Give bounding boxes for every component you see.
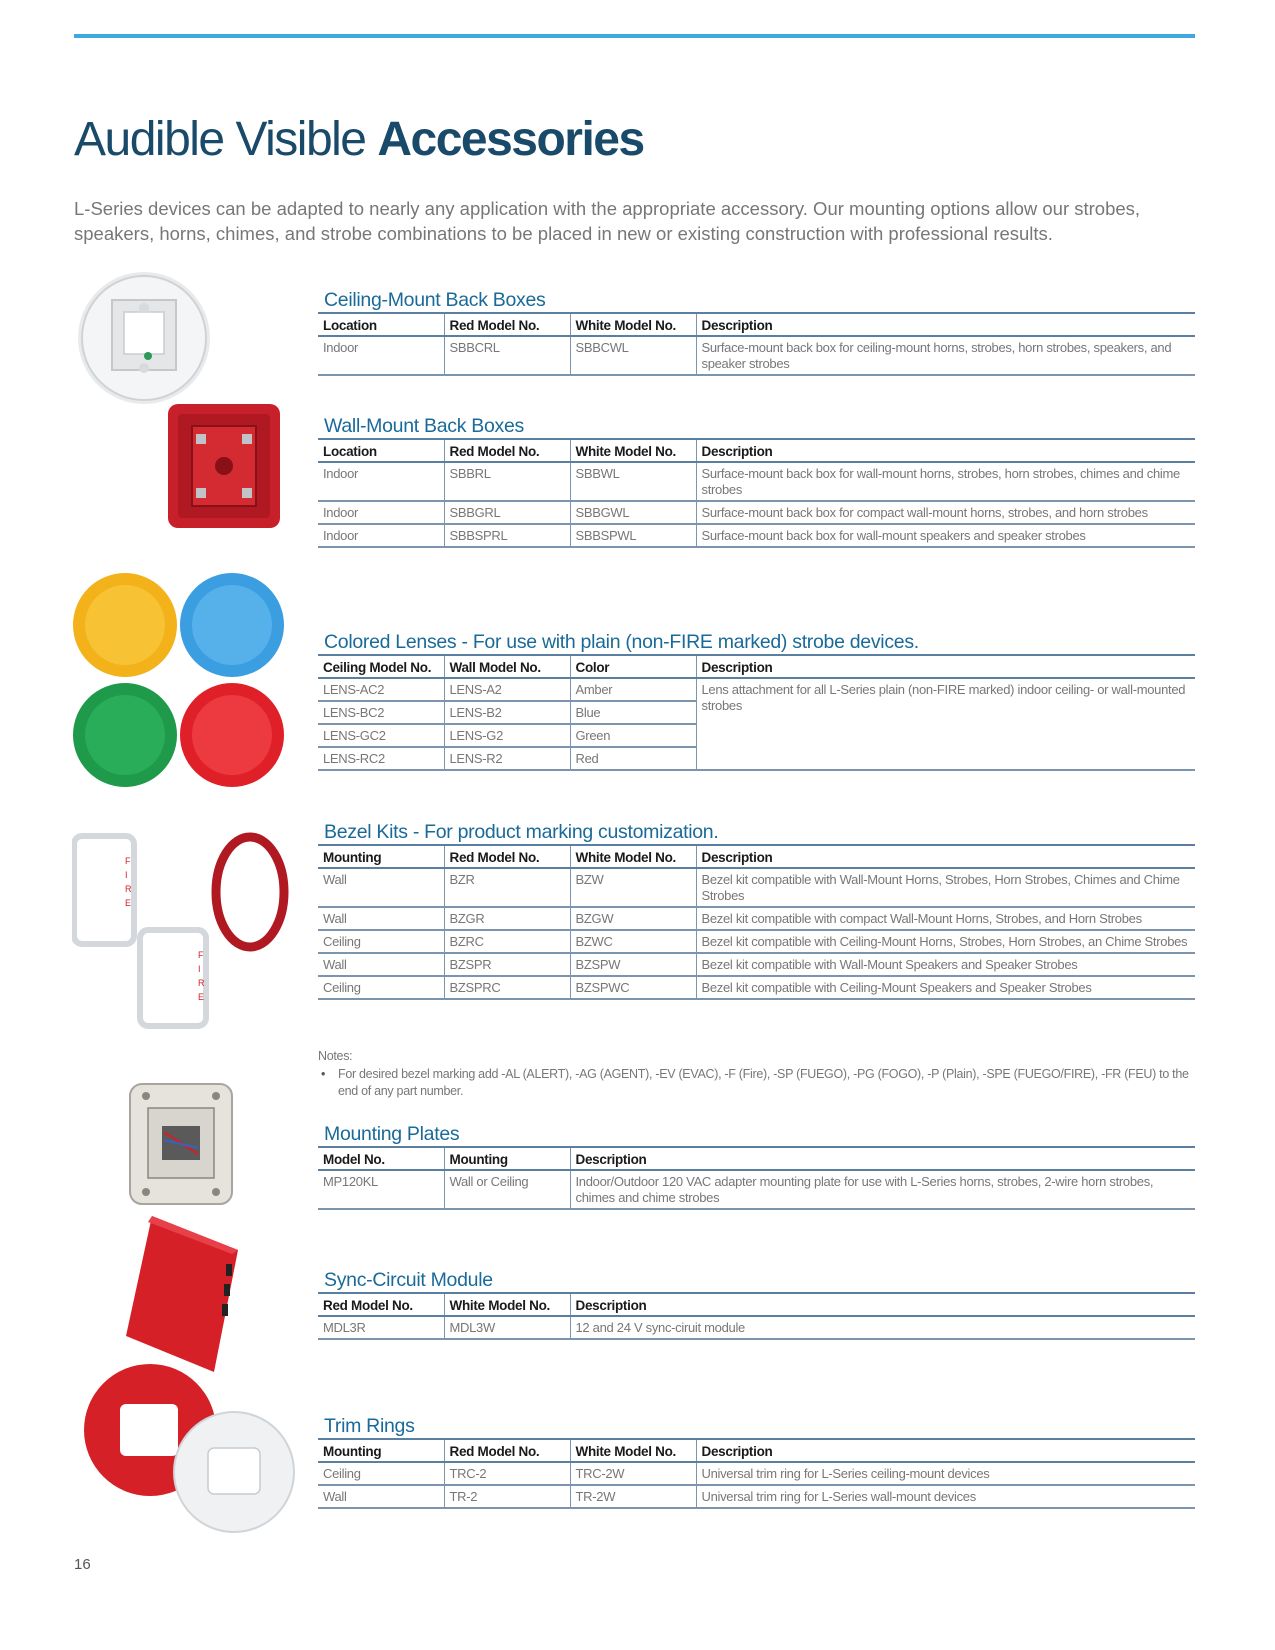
wall-back-box-image bbox=[166, 400, 284, 532]
table-header-row bbox=[318, 1147, 1195, 1170]
table-row bbox=[318, 336, 1195, 375]
bezel-kits-table bbox=[318, 844, 1195, 1000]
section-sync-module bbox=[318, 1268, 1195, 1340]
table-header-row bbox=[318, 1439, 1195, 1462]
svg-text:E: E bbox=[125, 898, 132, 908]
red-model-cell: BZSPR bbox=[444, 953, 570, 976]
colored-lenses-table bbox=[318, 654, 1195, 771]
column-header: Color bbox=[570, 655, 696, 678]
svg-text:R: R bbox=[125, 884, 132, 894]
section-mounting-plates bbox=[318, 1122, 1195, 1210]
column-header: Red Model No. bbox=[444, 313, 570, 336]
color-cell: Amber bbox=[570, 678, 696, 701]
column-header: White Model No. bbox=[570, 439, 696, 462]
ceiling-back-boxes-table bbox=[318, 312, 1195, 376]
page-title bbox=[74, 112, 644, 167]
wall-back-boxes-table bbox=[318, 438, 1195, 548]
table-row bbox=[318, 678, 1195, 701]
mounting-cell: Wall or Ceiling bbox=[444, 1170, 570, 1209]
description-cell: Bezel kit compatible with compact Wall-Mount Horns, Strobes, and Horn Strobes bbox=[696, 907, 1195, 930]
sync-module-image bbox=[122, 1214, 242, 1374]
column-header: Wall Model No. bbox=[444, 655, 570, 678]
svg-text:F: F bbox=[198, 950, 204, 960]
table-row bbox=[318, 907, 1195, 930]
trim-rings-table bbox=[318, 1438, 1195, 1509]
column-header: White Model No. bbox=[570, 845, 696, 868]
section-colored-lenses bbox=[318, 630, 1195, 771]
table-row bbox=[318, 930, 1195, 953]
table-row bbox=[318, 1485, 1195, 1508]
table-row bbox=[318, 462, 1195, 501]
white-model-cell: SBBCWL bbox=[570, 336, 696, 375]
intro-paragraph: L-Series devices can be adapted to nearly any application with the appropriate accessory. Our mounting options allow our strobes, speakers, horns, chimes, and strobe combinations to be placed in new or existing construction with professional results. bbox=[74, 198, 1141, 244]
white-model-cell: MDL3W bbox=[444, 1316, 570, 1339]
description-cell: Bezel kit compatible with Wall-Mount Speakers and Speaker Strobes bbox=[696, 953, 1195, 976]
ceiling-back-box-image bbox=[74, 268, 214, 408]
description-cell: Universal trim ring for L-Series ceiling-mount devices bbox=[696, 1462, 1195, 1485]
description-cell: Lens attachment for all L-Series plain (non-FIRE marked) indoor ceiling- or wall-mounted strobes bbox=[696, 678, 1195, 770]
description-cell: Surface-mount back box for ceiling-mount horns, strobes, horn strobes, speakers, and speaker strobes bbox=[696, 336, 1195, 375]
white-model-cell: SBBSPWL bbox=[570, 524, 696, 547]
mounting-cell: Wall bbox=[318, 907, 444, 930]
red-model-cell: BZGR bbox=[444, 907, 570, 930]
ceiling-model-cell: LENS-AC2 bbox=[318, 678, 444, 701]
red-model-cell: SBBRL bbox=[444, 462, 570, 501]
note-item: • For desired bezel marking add -AL (ALERT), -AG (AGENT), -EV (EVAC), -F (Fire), -SP (FUEGO), -PG (FOGO), -P (Plain), -SPE (FUEGO/FIRE), -FR (FEU) to the end of any part number. bbox=[318, 1066, 1195, 1100]
section-title: Sync-Circuit Module bbox=[324, 1269, 493, 1291]
mounting-cell: Ceiling bbox=[318, 930, 444, 953]
table-row bbox=[318, 1462, 1195, 1485]
model-cell: MP120KL bbox=[318, 1170, 444, 1209]
red-model-cell: BZRC bbox=[444, 930, 570, 953]
mounting-cell: Ceiling bbox=[318, 1462, 444, 1485]
white-model-cell: BZGW bbox=[570, 907, 696, 930]
bezel-fire-label-1: F bbox=[125, 856, 131, 866]
table-row bbox=[318, 501, 1195, 524]
column-header: Red Model No. bbox=[318, 1293, 444, 1316]
column-header: Ceiling Model No. bbox=[318, 655, 444, 678]
column-header: Mounting bbox=[444, 1147, 570, 1170]
column-header: Description bbox=[696, 845, 1195, 868]
table-header-row bbox=[318, 313, 1195, 336]
description-cell: Indoor/Outdoor 120 VAC adapter mounting plate for use with L-Series horns, strobes, 2-wire horn strobes, chimes and chime strobes bbox=[570, 1170, 1195, 1209]
section-title: Colored Lenses - For use with plain (non-FIRE marked) strobe devices. bbox=[324, 631, 919, 653]
column-header: Description bbox=[570, 1147, 1195, 1170]
location-cell: Indoor bbox=[318, 501, 444, 524]
column-header: Model No. bbox=[318, 1147, 444, 1170]
svg-text:R: R bbox=[198, 978, 205, 988]
column-header: Red Model No. bbox=[444, 845, 570, 868]
description-cell: Bezel kit compatible with Ceiling-Mount Horns, Strobes, Horn Strobes, an Chime Strobes bbox=[696, 930, 1195, 953]
colored-lenses-image bbox=[72, 572, 290, 792]
wall-model-cell: LENS-B2 bbox=[444, 701, 570, 724]
white-model-cell: BZSPWC bbox=[570, 976, 696, 999]
table-row bbox=[318, 524, 1195, 547]
white-model-cell: BZW bbox=[570, 868, 696, 907]
wall-model-cell: LENS-A2 bbox=[444, 678, 570, 701]
section-bezel-kits bbox=[318, 820, 1195, 1000]
white-model-cell: SBBGWL bbox=[570, 501, 696, 524]
column-header: Red Model No. bbox=[444, 439, 570, 462]
column-header: Description bbox=[696, 313, 1195, 336]
location-cell: Indoor bbox=[318, 462, 444, 501]
notes-block bbox=[318, 1048, 1195, 1100]
section-title: Bezel Kits - For product marking customization. bbox=[324, 821, 719, 843]
column-header: Description bbox=[696, 655, 1195, 678]
mounting-cell: Wall bbox=[318, 868, 444, 907]
description-cell: Surface-mount back box for compact wall-mount horns, strobes, and horn strobes bbox=[696, 501, 1195, 524]
column-header: Description bbox=[570, 1293, 1195, 1316]
mounting-cell: Ceiling bbox=[318, 976, 444, 999]
column-header: Red Model No. bbox=[444, 1439, 570, 1462]
svg-text:I: I bbox=[125, 870, 128, 880]
section-trim-rings bbox=[318, 1414, 1195, 1509]
column-header: White Model No. bbox=[570, 1439, 696, 1462]
red-model-cell: TRC-2 bbox=[444, 1462, 570, 1485]
trim-rings-image bbox=[82, 1362, 296, 1534]
table-header-row bbox=[318, 439, 1195, 462]
red-model-cell: SBBSPRL bbox=[444, 524, 570, 547]
section-title: Ceiling-Mount Back Boxes bbox=[324, 289, 546, 311]
color-cell: Green bbox=[570, 724, 696, 747]
title-bold: Accessories bbox=[377, 113, 644, 166]
section-ceiling-back-boxes bbox=[318, 288, 1195, 376]
white-model-cell: TRC-2W bbox=[570, 1462, 696, 1485]
notes-heading: Notes: bbox=[318, 1049, 353, 1063]
ceiling-model-cell: LENS-GC2 bbox=[318, 724, 444, 747]
description-cell: Universal trim ring for L-Series wall-mount devices bbox=[696, 1485, 1195, 1508]
red-model-cell: SBBGRL bbox=[444, 501, 570, 524]
svg-text:E: E bbox=[198, 992, 205, 1002]
color-cell: Blue bbox=[570, 701, 696, 724]
wall-model-cell: LENS-R2 bbox=[444, 747, 570, 770]
color-cell: Red bbox=[570, 747, 696, 770]
mounting-plate-image bbox=[128, 1082, 234, 1206]
title-light: Audible Visible bbox=[74, 113, 378, 166]
red-model-cell: BZR bbox=[444, 868, 570, 907]
column-header: Mounting bbox=[318, 845, 444, 868]
column-header: Description bbox=[696, 439, 1195, 462]
mounting-plates-table bbox=[318, 1146, 1195, 1210]
mounting-cell: Wall bbox=[318, 1485, 444, 1508]
column-header: Description bbox=[696, 1439, 1195, 1462]
column-header: White Model No. bbox=[570, 313, 696, 336]
section-title: Trim Rings bbox=[324, 1415, 415, 1437]
location-cell: Indoor bbox=[318, 524, 444, 547]
description-cell: Surface-mount back box for wall-mount horns, strobes, horn strobes, chimes and chime strobes bbox=[696, 462, 1195, 501]
column-header: Mounting bbox=[318, 1439, 444, 1462]
bezel-kits-image bbox=[72, 832, 292, 1032]
table-row bbox=[318, 953, 1195, 976]
white-model-cell: BZSPW bbox=[570, 953, 696, 976]
white-model-cell: SBBWL bbox=[570, 462, 696, 501]
notes-list bbox=[318, 1066, 1195, 1100]
description-cell: Surface-mount back box for wall-mount speakers and speaker strobes bbox=[696, 524, 1195, 547]
red-model-cell: MDL3R bbox=[318, 1316, 444, 1339]
description-cell: Bezel kit compatible with Wall-Mount Horns, Strobes, Horn Strobes, Chimes and Chime Strobes bbox=[696, 868, 1195, 907]
table-row bbox=[318, 1316, 1195, 1339]
red-model-cell: BZSPRC bbox=[444, 976, 570, 999]
description-cell: Bezel kit compatible with Ceiling-Mount Speakers and Speaker Strobes bbox=[696, 976, 1195, 999]
wall-model-cell: LENS-G2 bbox=[444, 724, 570, 747]
column-header: Location bbox=[318, 313, 444, 336]
table-header-row bbox=[318, 1293, 1195, 1316]
table-header-row bbox=[318, 655, 1195, 678]
page-number: 16 bbox=[74, 1556, 91, 1573]
red-model-cell: SBBCRL bbox=[444, 336, 570, 375]
table-row bbox=[318, 976, 1195, 999]
svg-text:I: I bbox=[198, 964, 201, 974]
ceiling-model-cell: LENS-RC2 bbox=[318, 747, 444, 770]
white-model-cell: TR-2W bbox=[570, 1485, 696, 1508]
column-header: White Model No. bbox=[444, 1293, 570, 1316]
table-header-row bbox=[318, 845, 1195, 868]
section-title: Wall-Mount Back Boxes bbox=[324, 415, 524, 437]
table-row bbox=[318, 868, 1195, 907]
table-row bbox=[318, 1170, 1195, 1209]
mounting-cell: Wall bbox=[318, 953, 444, 976]
section-title: Mounting Plates bbox=[324, 1123, 460, 1145]
top-accent-bar bbox=[74, 34, 1195, 38]
red-model-cell: TR-2 bbox=[444, 1485, 570, 1508]
sync-module-table bbox=[318, 1292, 1195, 1340]
ceiling-model-cell: LENS-BC2 bbox=[318, 701, 444, 724]
column-header: Location bbox=[318, 439, 444, 462]
section-wall-back-boxes bbox=[318, 414, 1195, 548]
location-cell: Indoor bbox=[318, 336, 444, 375]
description-cell: 12 and 24 V sync-ciruit module bbox=[570, 1316, 1195, 1339]
white-model-cell: BZWC bbox=[570, 930, 696, 953]
